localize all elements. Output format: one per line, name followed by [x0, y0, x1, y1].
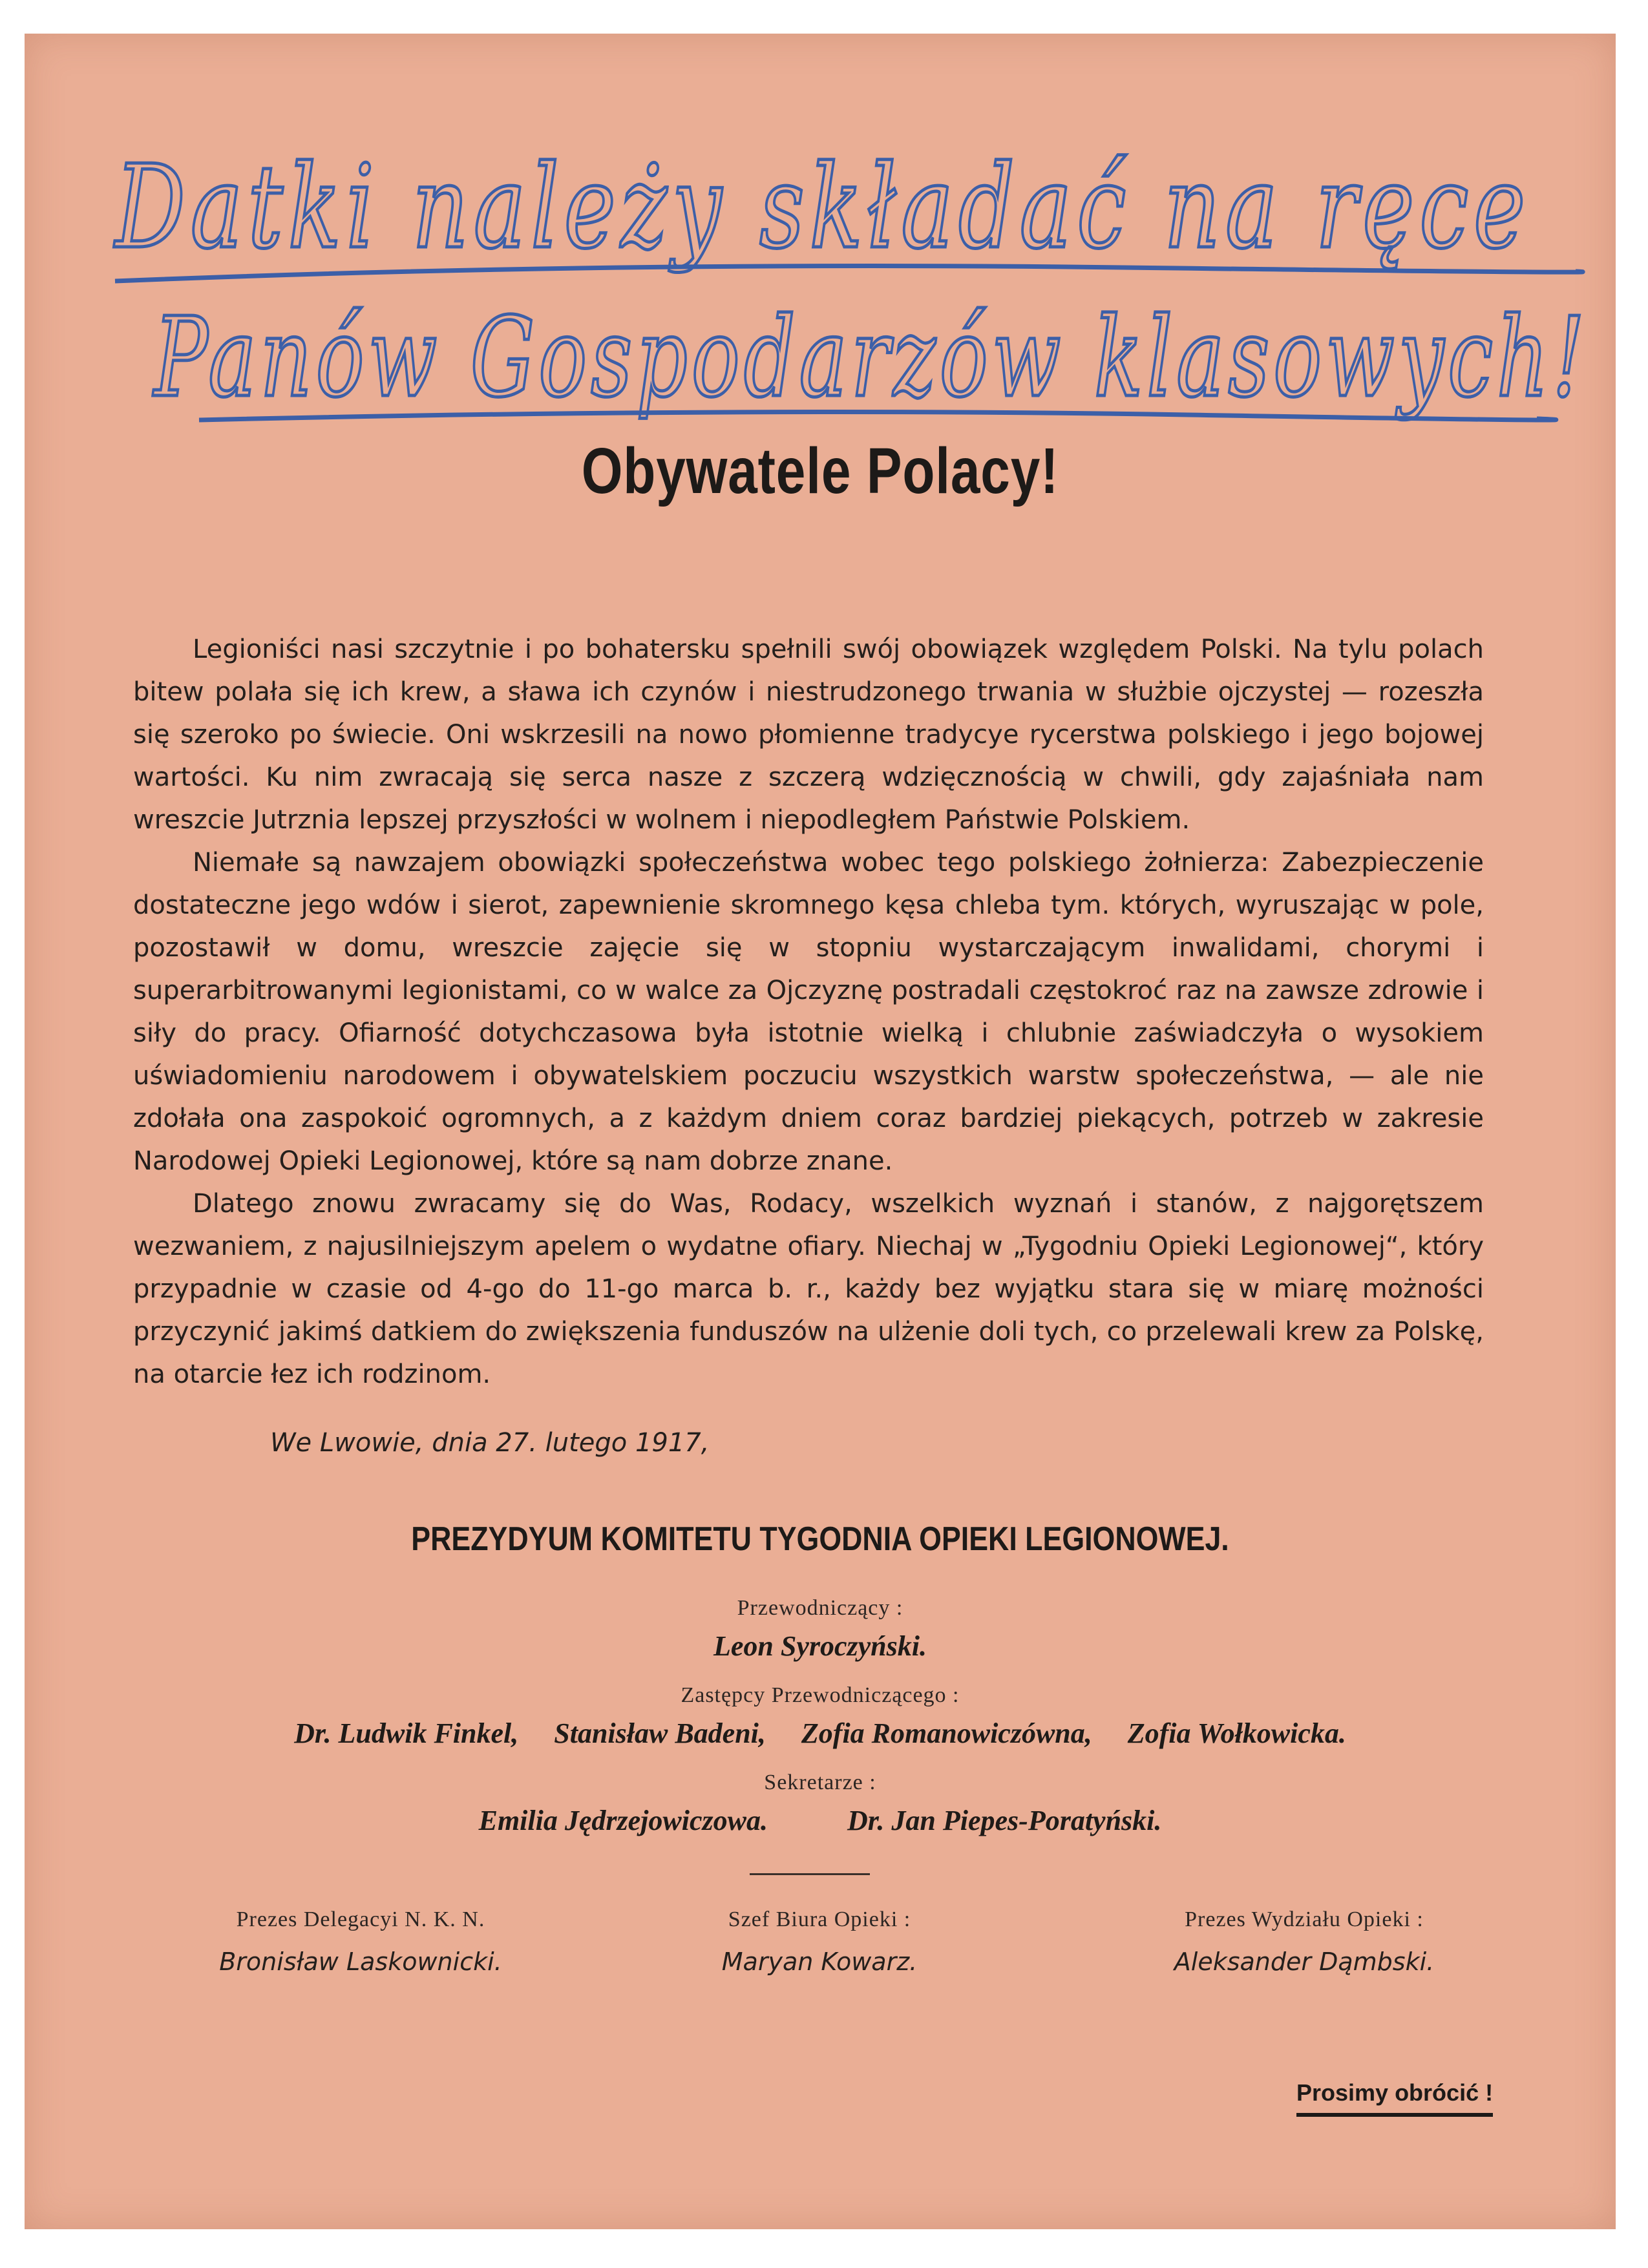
date-line: We Lwowie, dnia 27. lutego 1917, — [270, 1428, 710, 1458]
secretary-name: Emilia Jędrzejowiczowa. — [478, 1805, 768, 1836]
paragraph-3: Dlatego znowu zwracamy się do Was, Rodacy, wszelkich wyznań i stanów, z najgorętszem wezwaniem, z najusilniejszym apelem o wydatne ofiary. Niechaj w „Tygodniu Opieki Legionowej“, który przypadnie w czasie od 4-go do 11-go marca b. r., każdy bez wyjątku stara się w miarę możności przyczynić jakimś datkiem do zwiększenia funduszów na ulżenie doli tych, co przelewali krew za Polskę, na otarcie łez ich rodzinom. — [133, 1189, 1484, 1389]
committee-heading: PREZYDYUM KOMITETU TYGODNIA OPIEKI LEGIONOWEJ. — [411, 1520, 1229, 1558]
poster-sheet — [25, 34, 1616, 2229]
page-title: Obywatele Polacy! — [581, 435, 1059, 507]
secretaries-names — [25, 1804, 1616, 1837]
secretaries-role: Sekretarze : — [764, 1770, 876, 1794]
officer-role: Prezes Delegacyi N. K. N. — [236, 1907, 485, 1931]
turn-over-note: Prosimy obrócić ! — [1296, 2079, 1493, 2117]
deputy-name: Dr. Ludwik Finkel, — [294, 1717, 519, 1749]
chairman-name-text: Leon Syroczyński. — [713, 1630, 927, 1662]
officer-name: Bronisław Laskownicki. — [219, 1948, 502, 1976]
handwritten-line-2: Panów Gospodarzów klasowych! — [152, 294, 1589, 422]
deputy-name: Zofia Wołkowicka. — [1127, 1717, 1346, 1749]
deputy-name: Zofia Romanowiczówna, — [801, 1717, 1092, 1749]
appeal-text — [133, 628, 1484, 1396]
paragraph-2: Niemałe są nawzajem obowiązki społeczeństwa wobec tego polskiego żołnierza: Zabezpieczenie dostateczne jego wdów i sierot, zapewnienie skromnego kęsa chleba tym. których, wyruszając w pole, pozostawił w domu, wreszcie zajęcie się w stopniu wystarczającym inwalidami, chorymi i superarbitrowanymi legionistami, co w walce za Ojczyznę postradali częstokroć raz na zawsze zdrowie i siły do pracy. Ofiarność dotychczasowa była istotnie wielką i chlubnie zaświadczyła o wysokiem uświadomieniu narodowem i obywatelskiem poczuciu wszystkich warstw społeczeństwa, — ale nie zdołała ona zaspokoić ogromnych, a z każdym dniem coraz bardziej piekących, potrzeb w zakresie Narodowej Opieki Legionowej, które są nam dobrze znane. — [133, 848, 1484, 1176]
signature-divider — [750, 1873, 870, 1875]
officer-name: Aleksander Dąmbski. — [1174, 1948, 1435, 1976]
handwritten-line-1: Datki należy składać na ręce — [113, 140, 1531, 274]
deputy-name: Stanisław Badeni, — [554, 1717, 766, 1749]
deputies-names — [25, 1717, 1616, 1750]
paragraph-1: Legioniści nasi szczytnie i po bohatersku spełnili swój obowiązek względem Polski. Na tylu polach bitew polała się ich krew, a sława ich czynów i niestrudzonego trwania w służbie ojczystej — rozeszła się szeroko po świecie. Oni wskrzesili na nowo płomienne tradycye rycerstwa polskiego i jego bojowej wartości. Ku nim zwracają się serca nasze z szczerą wdzięcznością w chwili, gdy zajaśniała nam wreszcie Jutrznia lepszej przyszłości w wolnem i niepodległem Państwie Polskiem. — [133, 635, 1484, 835]
officer-role: Szef Biura Opieki : — [728, 1907, 911, 1931]
handwritten-note — [25, 34, 1616, 447]
officer-block — [1123, 1907, 1485, 1976]
chairman-role: Przewodniczący : — [737, 1596, 903, 1620]
secretary-name: Dr. Jan Piepes-Poratyński. — [847, 1805, 1162, 1836]
officer-block — [651, 1907, 988, 1976]
officer-block — [160, 1907, 561, 1976]
officer-name: Maryan Kowarz. — [721, 1948, 918, 1976]
officer-role: Prezes Wydziału Opieki : — [1185, 1907, 1424, 1931]
chairman-name — [25, 1630, 1616, 1663]
deputies-role: Zastępcy Przewodniczącego : — [681, 1683, 960, 1707]
